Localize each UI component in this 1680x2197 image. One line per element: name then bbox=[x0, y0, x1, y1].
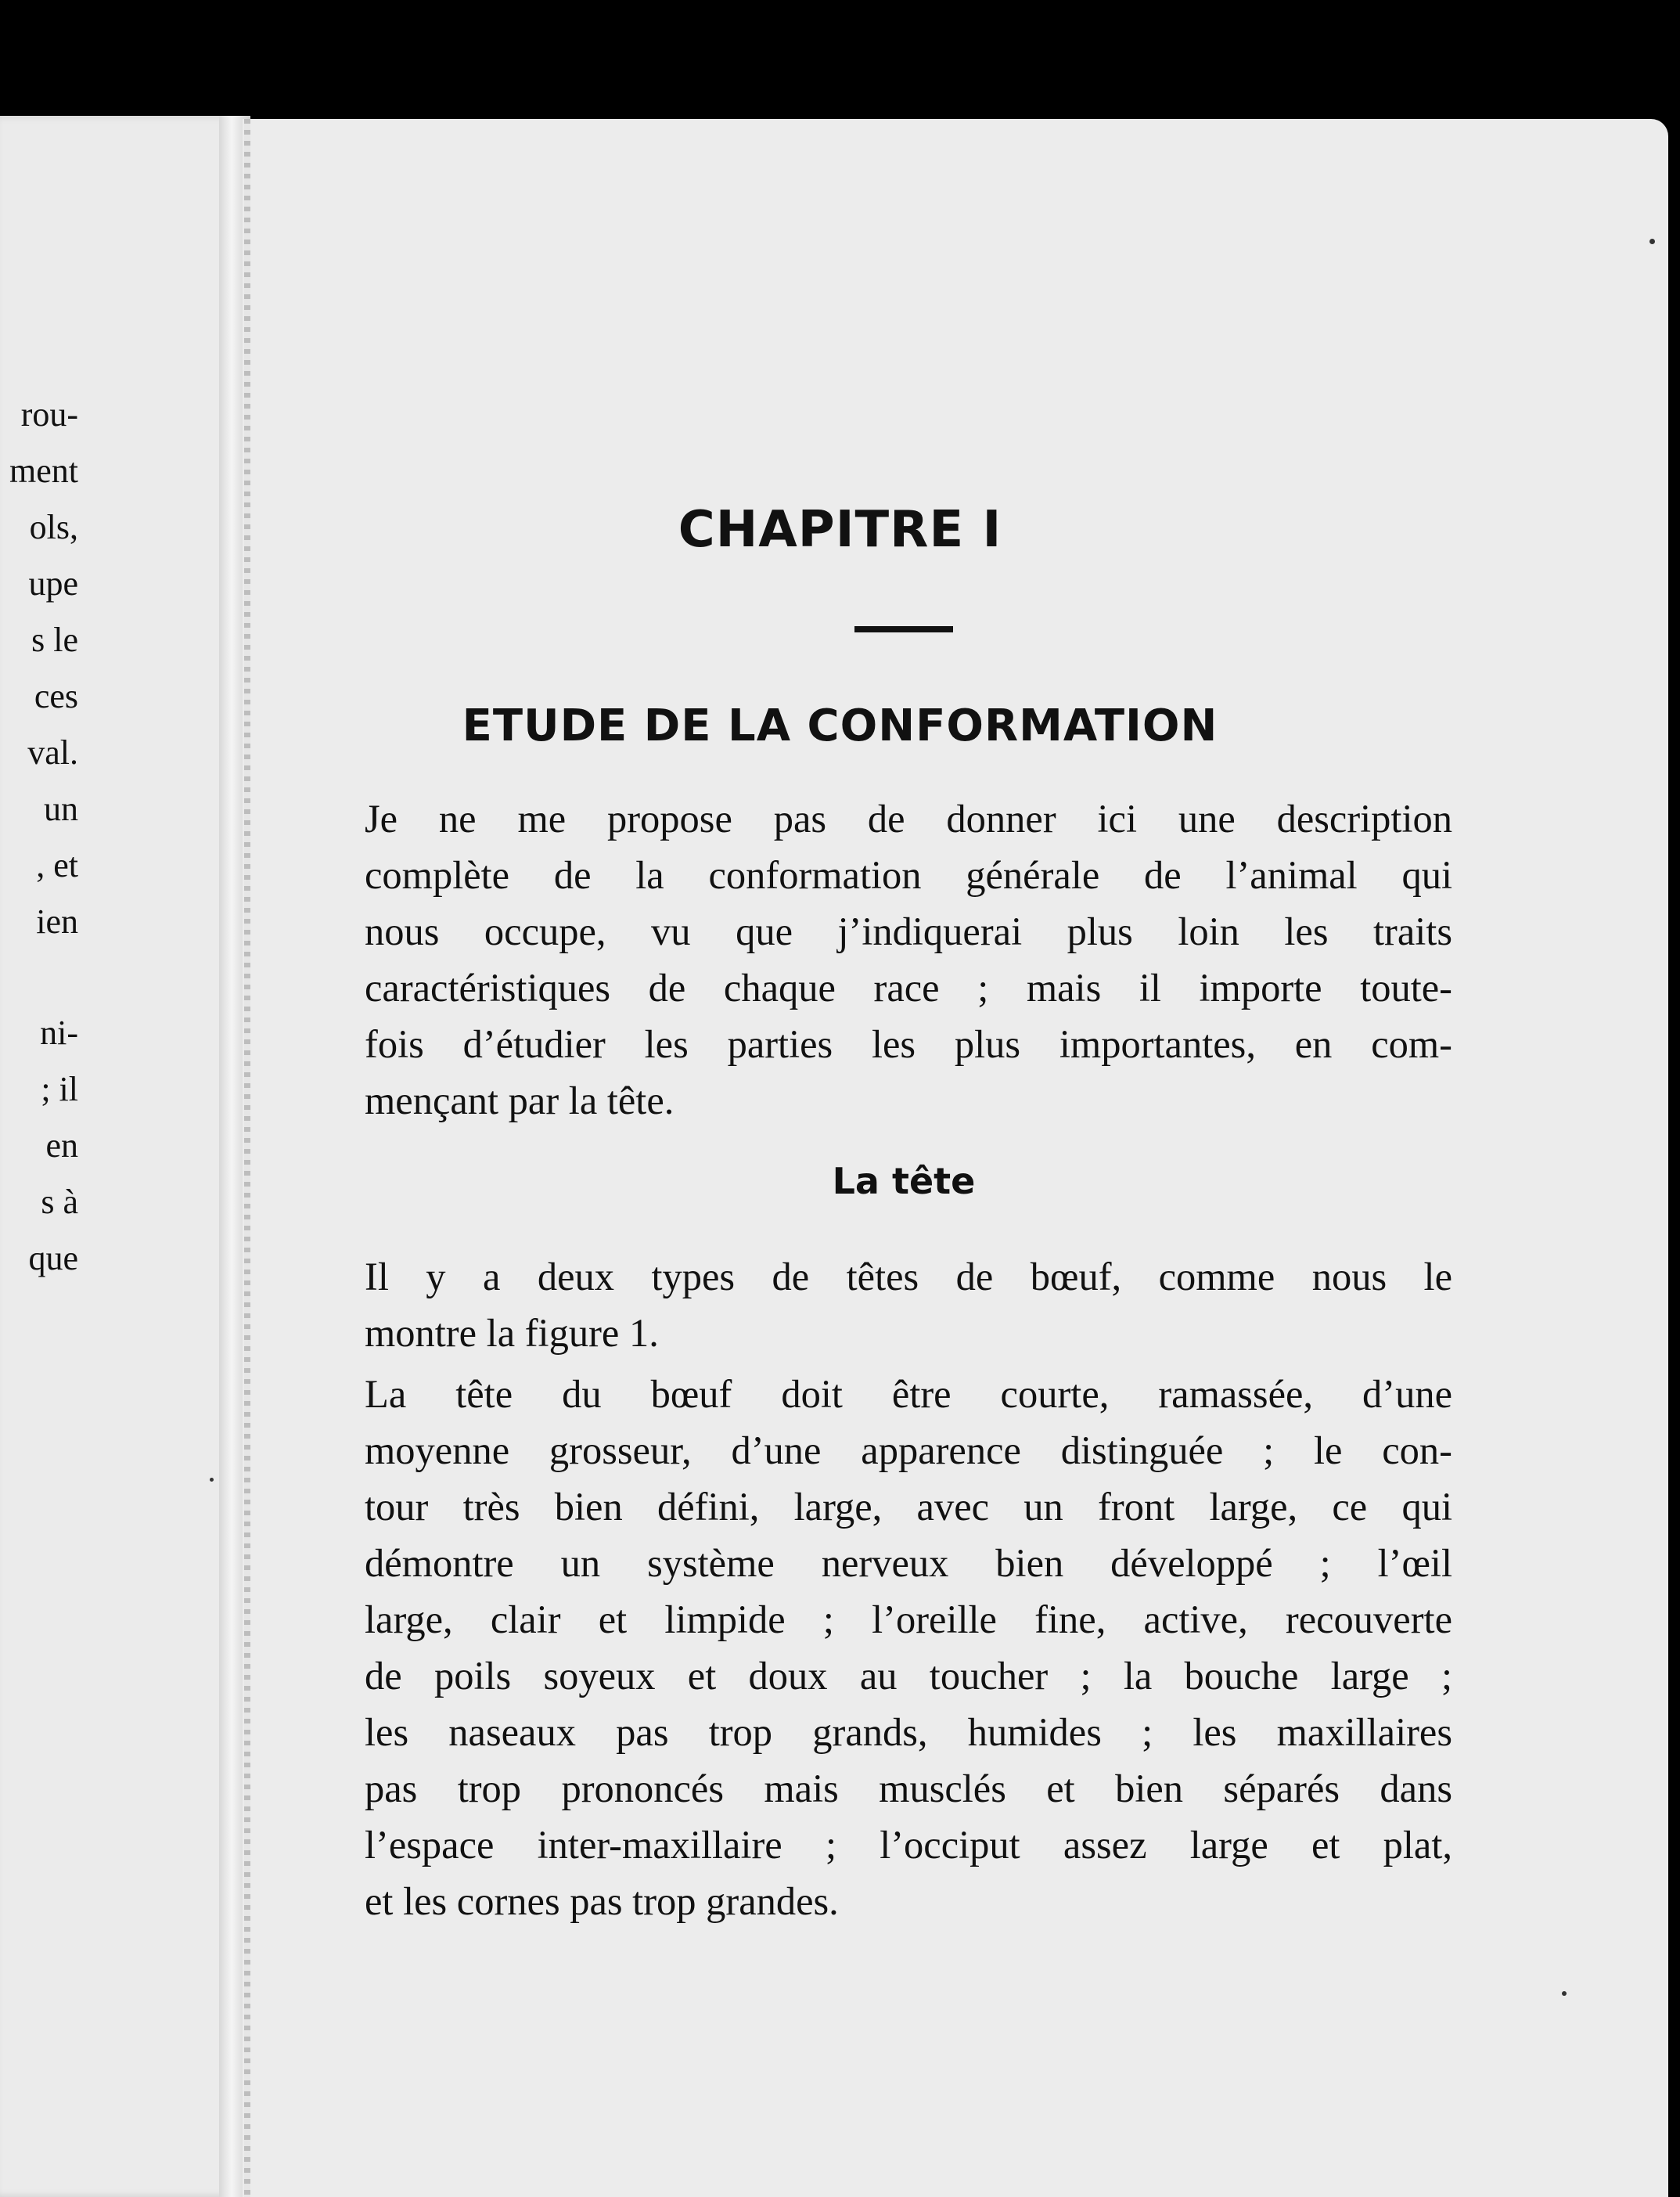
left-page-fragment: rou- bbox=[20, 395, 78, 434]
left-page-fragment: ni- bbox=[40, 1014, 78, 1052]
left-page bbox=[0, 116, 235, 2197]
paragraph-types bbox=[365, 1248, 1452, 1361]
section-title: ETUDE DE LA CONFORMATION bbox=[462, 701, 1218, 751]
left-page-fragment: upe bbox=[28, 564, 78, 603]
text-line: moyenne grosseur, d’une apparence distinguée ; le con- bbox=[365, 1428, 1452, 1472]
chapter-title: CHAPITRE I bbox=[678, 501, 1002, 559]
text-line: complète de la conformation générale de l’animal qui bbox=[365, 853, 1452, 897]
left-page-fragment: , et bbox=[36, 846, 78, 884]
text-line: mençant par la tête. bbox=[365, 1079, 675, 1122]
left-page-fragment: s le bbox=[31, 621, 78, 659]
left-page-fragment: ; il bbox=[41, 1070, 78, 1108]
left-page-fragment: ment bbox=[9, 452, 78, 490]
text-line: tour très bien défini, large, avec un front large, ce qui bbox=[365, 1485, 1452, 1529]
text-line: Il y a deux types de têtes de bœuf, comme nous le bbox=[365, 1255, 1452, 1298]
dust-speck bbox=[210, 1478, 214, 1482]
left-page-fragment: ols, bbox=[29, 508, 78, 546]
left-page-fragment: ien bbox=[36, 902, 78, 941]
text-line: démontre un système nerveux bien développé ; l’œil bbox=[365, 1541, 1452, 1585]
dust-speck bbox=[1562, 1991, 1567, 1996]
text-line: et les cornes pas trop grandes. bbox=[365, 1879, 839, 1923]
paragraph-description bbox=[365, 1366, 1452, 1929]
text-line: pas trop prononcés mais musclés et bien séparés dans bbox=[365, 1767, 1452, 1810]
text-line: montre la figure 1. bbox=[365, 1311, 659, 1355]
left-page-fragment: que bbox=[28, 1239, 78, 1277]
left-page-fragment: en bbox=[45, 1126, 78, 1165]
dust-speck bbox=[1649, 239, 1655, 244]
text-line: large, clair et limpide ; l’oreille fine, active, recouverte bbox=[365, 1597, 1452, 1641]
paragraph-intro bbox=[365, 791, 1452, 1129]
left-page-fragment: val. bbox=[27, 733, 78, 772]
text-line: les naseaux pas trop grands, humides ; les maxillaires bbox=[365, 1710, 1452, 1754]
text-line: de poils soyeux et doux au toucher ; la bouche large ; bbox=[365, 1654, 1452, 1698]
left-page-fragment: s à bbox=[41, 1183, 78, 1221]
text-line: Je ne me propose pas de donner ici une description bbox=[365, 797, 1452, 841]
text-line: fois d’étudier les parties les plus importantes, en com- bbox=[365, 1022, 1452, 1066]
left-page-fragment: ces bbox=[34, 677, 78, 715]
page-edge bbox=[244, 119, 250, 2197]
left-page-fragment: un bbox=[44, 790, 78, 828]
text-line: caractéristiques de chaque race ; mais il importe toute- bbox=[365, 966, 1452, 1010]
text-line: La tête du bœuf doit être courte, ramassée, d’une bbox=[365, 1372, 1452, 1416]
text-line: nous occupe, vu que j’indiquerai plus loin les traits bbox=[365, 909, 1452, 953]
subheading-la-tete: La tête bbox=[832, 1160, 976, 1202]
title-rule bbox=[854, 626, 953, 632]
text-line: l’espace inter-maxillaire ; l’occiput assez large et plat, bbox=[365, 1823, 1452, 1867]
